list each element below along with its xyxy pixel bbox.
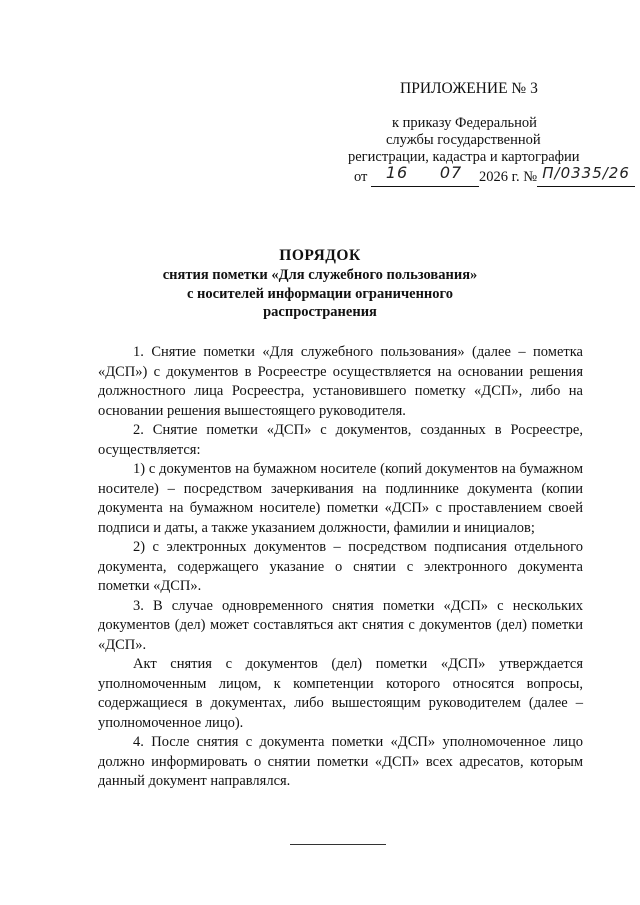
appendix-title: ПРИЛОЖЕНИЕ № 3: [400, 80, 538, 97]
appendix-line-3: регистрации, кадастра и картографии: [348, 149, 580, 165]
date-year: 2026 г. №: [479, 169, 538, 185]
document-body: [98, 343, 583, 792]
appendix-line-1: к приказу Федеральной: [392, 115, 537, 131]
appendix-line-2: службы государственной: [386, 132, 541, 148]
closing-divider: [290, 844, 386, 845]
date-prefix: от: [354, 169, 368, 185]
document-title-line-1: снятия пометки «Для служебного пользования»: [162, 267, 478, 283]
date-day: 16: [385, 163, 409, 182]
date-day-blank: [371, 163, 423, 187]
date-month: 07: [439, 163, 463, 182]
document-title-line-2: с носителей информации ограниченного: [186, 286, 454, 302]
paragraph-2-item-2: 2) с электронных документов – посредством подписания отдельного документа, содержащего указание о снятии с электронного документа пометки «ДСП».: [98, 539, 583, 594]
order-number: П/0335/26: [542, 164, 630, 182]
date-month-blank: [423, 163, 479, 187]
paragraph-3: 3. В случае одновременного снятия пометки «ДСП» с нескольких документов (дел) может составляться акт снятия с документов (дел) пометки «ДСП».: [98, 597, 583, 653]
paragraph-2-item-1: 1) с документов на бумажном носителе (копий документов на бумажном носителе) – посредством зачеркивания на подлиннике документа (копии документа на бумажном носителе) пометки «ДСП» с проставлением своей подписи и даты, а также указанием должности, фамилии и инициалов;: [98, 461, 583, 536]
paragraph-2: 2. Снятие пометки «ДСП» с документов, созданных в Росреестре, осуществляется:: [98, 422, 583, 458]
paragraph-3-act: Акт снятия с документов (дел) пометки «ДСП» утверждается уполномоченным лицом, к компетенции которого относятся вопросы, содержащиеся в документах, либо вышестоящим руководителем (далее – уполномоченное лицо).: [98, 656, 583, 731]
document-heading: ПОРЯДОК: [279, 247, 361, 264]
paragraph-1: 1. Снятие пометки «Для служебного пользования» (далее – пометка «ДСП») с документов в Росреестре осуществляется на основании решения должностного лица Росреестра, установившего пометку «ДСП», либо на основании решения вышестоящего руководителя.: [98, 344, 583, 419]
order-date-line: [354, 163, 635, 187]
document-title-line-3: распространения: [263, 304, 377, 320]
order-number-blank: [537, 164, 635, 187]
paragraph-4: 4. После снятия с документа пометки «ДСП» уполномоченное лицо должно информировать о снятии пометки «ДСП» всех адресатов, которым данный документ направлялся.: [98, 734, 583, 789]
